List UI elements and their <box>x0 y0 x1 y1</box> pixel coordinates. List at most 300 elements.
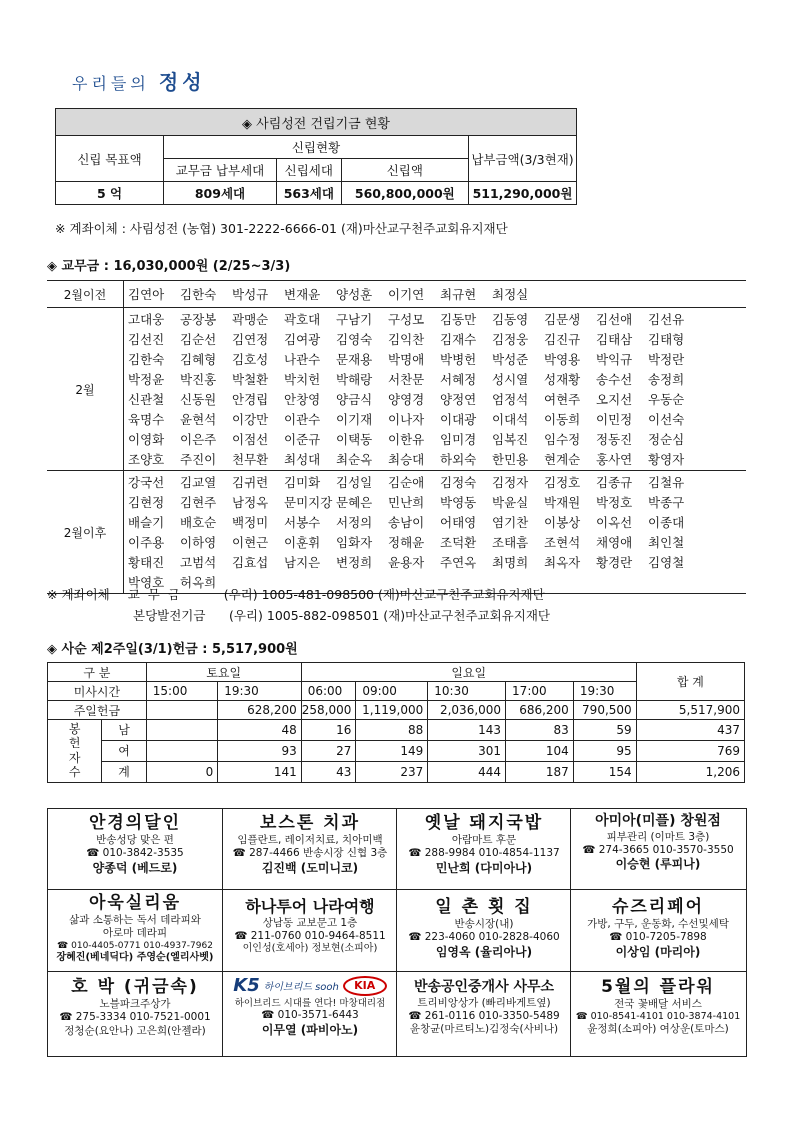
donor-name: 김귀련 <box>232 475 269 490</box>
ad-card <box>226 975 394 1038</box>
fund-col-households: 교무금 납부세대 <box>164 159 277 182</box>
donor-name: 박재원 <box>544 495 581 510</box>
k5-logo: K5 <box>233 975 260 996</box>
donor-name: 김정자 <box>492 475 529 490</box>
donor-name: 황경란 <box>596 555 633 570</box>
donor-name: 박윤실 <box>492 495 529 510</box>
mass-attend-cell <box>146 740 217 761</box>
ad-owner: 장혜진(베네딕다) 주영순(엘리사벳) <box>56 951 214 963</box>
account-dev: (우리) 1005-882-098501 (재)마산교구천주교회유지재단 <box>228 608 550 623</box>
donor-name: 김영철 <box>648 555 685 570</box>
ad-card <box>52 813 218 876</box>
mass-attend-cell: 187 <box>506 761 574 782</box>
mass-attend-cell: 48 <box>218 720 302 741</box>
donor-name: 김교열 <box>180 475 217 490</box>
fund-header: ◈ 사림성전 건립기금 현황 <box>56 109 577 136</box>
donor-name: 김선유 <box>648 312 685 327</box>
donor-name: 이준규 <box>284 432 321 447</box>
donor-name: 오지선 <box>596 392 633 407</box>
donor-name: 윤현석 <box>180 412 217 427</box>
donor-name: 공장봉 <box>180 312 217 327</box>
donor-name: 박치헌 <box>284 372 321 387</box>
ad-owner: 이상임 (마리아) <box>615 944 701 959</box>
donor-name: 김한숙 <box>128 352 165 367</box>
donor-name: 안창영 <box>284 392 321 407</box>
fund-col-target: 신립 목표액 <box>56 136 164 182</box>
donor-name: 백정미 <box>232 515 269 530</box>
donor-name: 김선애 <box>596 312 633 327</box>
mass-offering-cell: 1,119,000 <box>356 701 428 720</box>
ad-owner: 윤창균(마르티노)김정숙(사비나) <box>409 1022 559 1035</box>
donor-name: 천무환 <box>232 452 269 467</box>
donor-name: 양성훈 <box>336 287 373 302</box>
donor-name: 이현근 <box>232 535 269 550</box>
donor-name: 김현주 <box>180 495 217 510</box>
mass-offering-cell: 258,000 <box>301 701 356 720</box>
ad-divider <box>396 809 397 1056</box>
ad-line: 임플란트, 레이저치료, 치아미백 <box>237 834 383 847</box>
donor-name: 김동만 <box>440 312 477 327</box>
donor-name: 하외숙 <box>440 452 477 467</box>
donor-name: 김철유 <box>648 475 685 490</box>
donor-name: 김성일 <box>336 475 373 490</box>
mass-attend-row-label: 여 <box>102 740 146 761</box>
donor-name: 김혜형 <box>180 352 217 367</box>
ad-line: 아로마 데라피 <box>102 927 168 940</box>
donor-name: 조덕환 <box>440 535 477 550</box>
account-dev-name: 본당발전기금 <box>133 608 206 623</box>
mass-attend-row-label: 계 <box>102 761 146 782</box>
kyomu-heading: ◈ 교무금 : 16,030,000원 (2/25~3/3) <box>47 259 291 274</box>
ad-card <box>400 897 568 960</box>
ad-owner: 윤정희(소피아) 여상운(토마스) <box>587 1023 729 1036</box>
mass-offering-cell: 790,500 <box>573 701 636 720</box>
mass-heading: ◈ 사순 제2주일(3/1)헌금 : 5,517,900원 <box>47 642 298 657</box>
ad-line: ☎ 010-3842-3535 <box>86 847 184 860</box>
donor-name: 신동원 <box>180 392 217 407</box>
ad-card <box>52 977 218 1038</box>
donor-name: 문미지강 <box>284 495 333 510</box>
ad-title: 반송공인중개사 사무소 <box>413 979 555 995</box>
donor-name: 송정희 <box>648 372 685 387</box>
donor-name: 김태형 <box>648 332 685 347</box>
page-title-prefix: 우리들의 <box>72 74 150 93</box>
donor-name: 이기연 <box>388 287 425 302</box>
donor-name: 이민정 <box>596 412 633 427</box>
ad-card <box>226 813 394 876</box>
ad-owner: 민난희 (다미아나) <box>435 860 533 875</box>
donor-name: 김정숙 <box>440 475 477 490</box>
donor-name: 엄정석 <box>492 392 529 407</box>
mass-attend-cell: 143 <box>428 720 506 741</box>
donor-name: 조현석 <box>544 535 581 550</box>
mass-time: 09:00 <box>356 682 428 701</box>
mass-attend-cell <box>146 720 217 741</box>
donor-name: 김정호 <box>544 475 581 490</box>
ad-line: ☎ 010-3571-6443 <box>261 1009 359 1022</box>
donor-name: 김효섭 <box>232 555 269 570</box>
mass-offering-cell: 5,517,900 <box>636 701 744 720</box>
ad-line: ☎ 010-8541-4101 010-3874-4101 <box>575 1011 741 1023</box>
donor-name: 이영화 <box>128 432 165 447</box>
donor-name: 박익규 <box>596 352 633 367</box>
ad-divider <box>222 809 223 1056</box>
donor-name: 조양호 <box>128 452 165 467</box>
donor-name: 김종규 <box>596 475 633 490</box>
mass-attend-cell: 104 <box>506 740 574 761</box>
ad-owner: 양종덕 (베드로) <box>92 860 178 875</box>
ad-card <box>400 813 568 876</box>
donor-name: 홍사연 <box>596 452 633 467</box>
mass-attend-cell: 149 <box>356 740 428 761</box>
donor-name: 임복진 <box>492 432 529 447</box>
mass-h-total: 합 계 <box>636 663 744 701</box>
donor-name: 나관수 <box>284 352 321 367</box>
donor-name: 서정의 <box>336 515 373 530</box>
ad-title: 안경의달인 <box>88 813 182 833</box>
mass-attend-cell: 83 <box>506 720 574 741</box>
mass-offering-cell: 2,036,000 <box>428 701 506 720</box>
kia-logo: KIA <box>343 976 387 996</box>
mass-time: 10:30 <box>428 682 506 701</box>
donor-name: 이동희 <box>544 412 581 427</box>
mass-offering-cell: 628,200 <box>218 701 302 720</box>
donor-name: 양정연 <box>440 392 477 407</box>
mass-attend-cell: 444 <box>428 761 506 782</box>
donor-name: 안경립 <box>232 392 269 407</box>
donor-name: 박영용 <box>544 352 581 367</box>
donor-name: 성재황 <box>544 372 581 387</box>
fund-paid: 511,290,000원 <box>469 182 577 205</box>
ad-card <box>574 977 742 1036</box>
donor-name: 김태삼 <box>596 332 633 347</box>
ad-line: ☎ 288-9984 010-4854-1137 <box>408 847 560 860</box>
mass-attend-label <box>48 720 102 783</box>
ad-card <box>574 813 742 872</box>
fund-account-note: ※ 계좌이체 : 사림성전 (농협) 301-2222-6666-01 (재)마산교구천주교회유지재단 <box>55 221 508 236</box>
ad-title: 일 촌 횟 집 <box>435 897 533 917</box>
kyomu-row-label: 2월 <box>47 308 124 471</box>
donor-name: 김한숙 <box>180 287 217 302</box>
donor-name: 조태흠 <box>492 535 529 550</box>
donor-name: 이하영 <box>180 535 217 550</box>
mass-attend-cell: 769 <box>636 740 744 761</box>
donor-name: 박영호 <box>128 575 165 590</box>
donor-name: 이대광 <box>440 412 477 427</box>
fund-col-amount: 신립액 <box>341 159 468 182</box>
donor-name: 김정웅 <box>492 332 529 347</box>
donor-name: 구성모 <box>388 312 425 327</box>
mass-time: 17:00 <box>506 682 574 701</box>
donor-name: 김현정 <box>128 495 165 510</box>
ad-owner: 임영옥 (율리아나) <box>435 944 533 959</box>
donor-name: 김연아 <box>128 287 165 302</box>
donor-name: 박성준 <box>492 352 529 367</box>
donor-name: 강국선 <box>128 475 165 490</box>
donor-name: 박종구 <box>648 495 685 510</box>
ad-line: ☎ 010-4405-0771 010-4937-7962 <box>57 940 213 951</box>
mass-h-sun: 일요일 <box>301 663 636 682</box>
donor-name: 최성대 <box>284 452 321 467</box>
donor-name: 고범석 <box>180 555 217 570</box>
page-title <box>72 66 206 95</box>
donor-name: 정동진 <box>596 432 633 447</box>
donor-name: 서찬문 <box>388 372 425 387</box>
donor-name: 김순애 <box>388 475 425 490</box>
mass-attend-row-label: 남 <box>102 720 146 741</box>
donor-name: 김재수 <box>440 332 477 347</box>
ad-divider <box>48 889 746 890</box>
donor-name: 허옥희 <box>180 575 217 590</box>
ad-line: ☎ 275-3334 010-7521-0001 <box>59 1011 211 1024</box>
ad-line: 전국 꽃배달 서비스 <box>614 998 702 1011</box>
donor-name: 곽호대 <box>284 312 321 327</box>
donor-name: 현계순 <box>544 452 581 467</box>
donor-name: 민난희 <box>388 495 425 510</box>
mass-attend-cell: 16 <box>301 720 356 741</box>
ad-owner: 이인성(호세아) 정보현(소피아) <box>242 943 378 955</box>
ad-line: 피부관리 (이마트 3층) <box>606 830 710 843</box>
donor-name: 김미화 <box>284 475 321 490</box>
k5-sub: 하이브리드 sooh <box>263 981 339 993</box>
ad-line: ☎ 010-7205-7898 <box>609 931 707 944</box>
ad-owner: 이승현 (루피나) <box>615 856 701 871</box>
ad-card <box>52 893 218 964</box>
fund-col-paid: 납부금액(3/3현재) <box>469 136 577 182</box>
fund-amount: 560,800,000원 <box>341 182 468 205</box>
mass-attend-cell: 301 <box>428 740 506 761</box>
mass-attend-cell: 237 <box>356 761 428 782</box>
donor-name: 배슬기 <box>128 515 165 530</box>
donor-name: 김여광 <box>284 332 321 347</box>
account-kyomu: (우리) 1005-481-098500 (재)마산교구천주교회유지재단 <box>223 587 545 602</box>
donor-name: 배호순 <box>180 515 217 530</box>
donor-name: 정해윤 <box>388 535 425 550</box>
ad-line: ☎ 211-0760 010-9464-8511 <box>234 930 386 943</box>
donor-name: 박명애 <box>388 352 425 367</box>
donor-name: 김동영 <box>492 312 529 327</box>
donor-name: 이종대 <box>648 515 685 530</box>
kyomu-table <box>47 280 746 594</box>
donor-name: 이주용 <box>128 535 165 550</box>
donor-name: 서봉수 <box>284 515 321 530</box>
donor-name: 변재윤 <box>284 287 321 302</box>
mass-attend-cell: 93 <box>218 740 302 761</box>
donor-name: 이봉상 <box>544 515 581 530</box>
donor-name: 박해랑 <box>336 372 373 387</box>
donor-name: 이기재 <box>336 412 373 427</box>
mass-h-division: 구 분 <box>48 663 147 682</box>
ad-title: 보스톤 치과 <box>259 813 361 833</box>
donor-name: 이관수 <box>284 412 321 427</box>
donor-name: 김진규 <box>544 332 581 347</box>
account-kyomu-name: 교 무 금 <box>127 587 180 602</box>
donor-name: 박영동 <box>440 495 477 510</box>
donor-name: 구남기 <box>336 312 373 327</box>
donor-name: 어태영 <box>440 515 477 530</box>
donor-name: 김호성 <box>232 352 269 367</box>
mass-offering-cell <box>146 701 217 720</box>
mass-offering-table <box>47 662 745 783</box>
donor-name: 이한유 <box>388 432 425 447</box>
ad-line: 노블파크주상가 <box>99 998 171 1011</box>
donor-name: 서혜정 <box>440 372 477 387</box>
ad-card <box>574 897 742 960</box>
mass-attend-cell: 27 <box>301 740 356 761</box>
donor-name: 김연정 <box>232 332 269 347</box>
donor-name: 송수선 <box>596 372 633 387</box>
donor-name: 최명희 <box>492 555 529 570</box>
donor-name: 송남이 <box>388 515 425 530</box>
donor-name: 이은주 <box>180 432 217 447</box>
ad-owner: 김진백 (도미니코) <box>261 860 359 875</box>
fund-signed: 563세대 <box>276 182 341 205</box>
fund-households: 809세대 <box>164 182 277 205</box>
donor-name: 채영애 <box>596 535 633 550</box>
kyomu-row-label: 2월이전 <box>47 281 124 308</box>
donor-name: 임수정 <box>544 432 581 447</box>
ad-title: 옛날 돼지국밥 <box>424 813 544 833</box>
fund-col-status: 신립현황 <box>164 136 469 159</box>
donor-name: 이훈휘 <box>284 535 321 550</box>
donor-name: 성시열 <box>492 372 529 387</box>
donor-name: 이택동 <box>336 432 373 447</box>
ad-line: ☎ 274-3665 010-3570-3550 <box>582 843 734 856</box>
page-title-main: 정성 <box>158 70 206 94</box>
donor-name: 박정윤 <box>128 372 165 387</box>
donor-name: 이점선 <box>232 432 269 447</box>
ad-title <box>226 975 394 998</box>
donor-name: 최규현 <box>440 287 477 302</box>
donor-name: 최인철 <box>648 535 685 550</box>
ad-line: 가방, 구두, 운동화, 수선및세탁 <box>587 918 729 931</box>
donor-name: 고대웅 <box>128 312 165 327</box>
fund-target: 5 억 <box>56 182 164 205</box>
donor-name: 이강만 <box>232 412 269 427</box>
mass-attend-label-text: 봉헌자수 <box>68 722 81 780</box>
ad-title: 호 박 (귀금속) <box>71 977 199 997</box>
mass-time: 19:30 <box>218 682 302 701</box>
donor-name: 곽맹순 <box>232 312 269 327</box>
building-fund-table <box>55 108 577 205</box>
donor-name: 최승대 <box>388 452 425 467</box>
donor-name: 우동순 <box>648 392 685 407</box>
ad-line: ☎ 261-0116 010-3350-5489 <box>408 1009 560 1022</box>
mass-attend-cell: 43 <box>301 761 356 782</box>
donor-name: 박병헌 <box>440 352 477 367</box>
mass-offering-label: 주일헌금 <box>48 701 147 720</box>
ad-title: 하나투어 나라여행 <box>245 897 375 916</box>
account-label: ※ 계좌이체 <box>47 587 110 602</box>
ad-title: 5월의 플라워 <box>601 977 715 997</box>
donor-name: 박정호 <box>596 495 633 510</box>
donor-name: 박진홍 <box>180 372 217 387</box>
donor-name: 이나자 <box>388 412 425 427</box>
mass-attend-cell: 437 <box>636 720 744 741</box>
ad-line: ☎ 223-4060 010-2828-4060 <box>408 931 560 944</box>
donor-name: 변정희 <box>336 555 373 570</box>
ad-line: 하이브리드 시대를 연다! 마창대리점 <box>234 997 386 1009</box>
ad-title: 아욱실리움 <box>88 893 182 913</box>
donor-name: 남지은 <box>284 555 321 570</box>
mass-attend-cell: 0 <box>146 761 217 782</box>
fund-col-signed: 신립세대 <box>276 159 341 182</box>
mass-time: 06:00 <box>301 682 356 701</box>
mass-attend-cell: 88 <box>356 720 428 741</box>
donor-name: 김문생 <box>544 312 581 327</box>
donor-name: 남정옥 <box>232 495 269 510</box>
mass-h-sat: 토요일 <box>146 663 301 682</box>
mass-h-time: 미사시간 <box>48 682 147 701</box>
ad-title: 슈즈리페어 <box>611 897 705 917</box>
donor-name: 김순선 <box>180 332 217 347</box>
donor-name: 여현주 <box>544 392 581 407</box>
donor-name: 육명수 <box>128 412 165 427</box>
mass-attend-cell: 59 <box>573 720 636 741</box>
mass-attend-cell: 1,206 <box>636 761 744 782</box>
donor-name: 윤용자 <box>388 555 425 570</box>
mass-time: 19:30 <box>573 682 636 701</box>
donor-name: 이대석 <box>492 412 529 427</box>
donor-name: 임미경 <box>440 432 477 447</box>
donor-name: 최순옥 <box>336 452 373 467</box>
ad-owner: 이무열 (파비아노) <box>261 1022 359 1037</box>
donor-name: 박정란 <box>648 352 685 367</box>
ad-line: 반송성당 맞은 편 <box>96 834 174 847</box>
ad-line: 트리비앙상가 (빠리바게트옆) <box>417 996 551 1009</box>
donor-name: 염기찬 <box>492 515 529 530</box>
donor-name: 황영자 <box>648 452 685 467</box>
mass-attend-cell: 141 <box>218 761 302 782</box>
donor-name: 문재용 <box>336 352 373 367</box>
donor-name: 양금식 <box>336 392 373 407</box>
donor-name: 한민용 <box>492 452 529 467</box>
donor-name: 임화자 <box>336 535 373 550</box>
ad-divider <box>48 971 746 972</box>
donor-name: 신관철 <box>128 392 165 407</box>
donor-name: 김익찬 <box>388 332 425 347</box>
mass-attend-cell: 95 <box>573 740 636 761</box>
donor-name: 김영숙 <box>336 332 373 347</box>
donor-name: 양영경 <box>388 392 425 407</box>
ad-owner: 정청순(요안나) 고은희(안젤라) <box>64 1024 206 1037</box>
donor-name: 주진이 <box>180 452 217 467</box>
ad-title: 아미아(미플) 창원점 <box>595 813 721 829</box>
donor-name: 정순심 <box>648 432 685 447</box>
donor-name: 이선숙 <box>648 412 685 427</box>
mass-time: 15:00 <box>146 682 217 701</box>
kyomu-account-line-2 <box>133 606 550 624</box>
donor-name: 황태진 <box>128 555 165 570</box>
kyomu-names-feb <box>128 310 746 468</box>
kyomu-names-before <box>128 285 746 303</box>
donor-name: 박성규 <box>232 287 269 302</box>
donor-name: 이옥선 <box>596 515 633 530</box>
ad-line: ☎ 287-4466 반송시장 신협 3층 <box>232 847 388 860</box>
donor-name: 박철환 <box>232 372 269 387</box>
kyomu-account-line-1 <box>47 585 545 603</box>
ad-card <box>400 979 568 1036</box>
mass-attend-cell: 154 <box>573 761 636 782</box>
ad-line: 상남동 교보문고 1층 <box>262 917 358 929</box>
kyomu-names-after <box>128 473 746 591</box>
donor-name: 주연옥 <box>440 555 477 570</box>
ad-card <box>226 897 394 956</box>
donor-name: 최정실 <box>492 287 529 302</box>
ad-line: 삶과 소통하는 독서 데라피와 <box>69 914 201 927</box>
ad-line: 반송시장(내) <box>454 918 514 931</box>
donor-name: 김선진 <box>128 332 165 347</box>
